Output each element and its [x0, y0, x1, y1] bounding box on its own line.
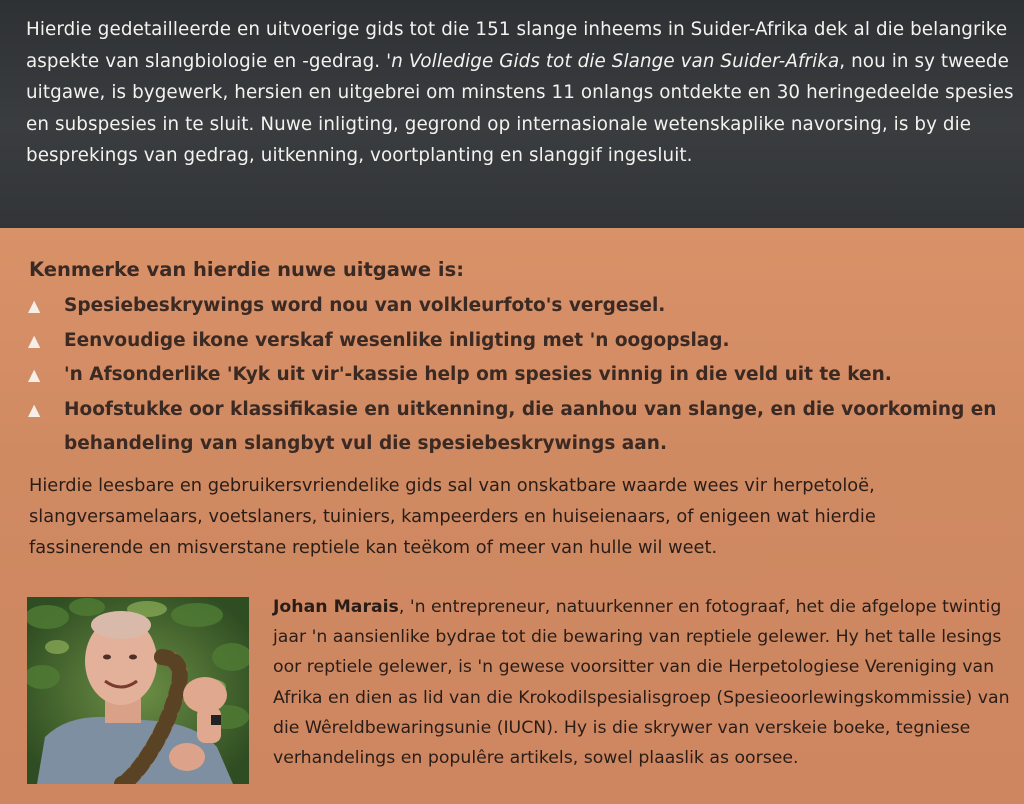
author-name: Johan Marais — [273, 597, 399, 617]
triangle-bullet-icon: ▲ — [28, 296, 41, 315]
top-dark-band — [0, 0, 1024, 228]
list-item — [26, 289, 1006, 324]
features-list — [26, 289, 1006, 462]
list-item — [26, 324, 1006, 359]
list-item — [26, 393, 1006, 462]
author-with-snake-image — [27, 597, 249, 784]
top-text-end: , nou in sy tweede uitgawe, is bygewerk, hersien en uitgebrei om minstens 11 onlangs ontdekte en 30 heringedeelde spesies en subspesies in te sluit. Nuwe inligting, gegrond op internasionale wetenskaplike navorsing, is by die besprekings van gedrag, uitkenning, voortplanting en slanggif ingesluit. — [26, 50, 1014, 166]
author-photo — [27, 597, 249, 784]
top-description — [26, 14, 1016, 172]
features-heading: Kenmerke van hierdie nuwe uitgawe is: — [29, 258, 465, 281]
feature-text: Hoofstukke oor klassifikasie en uitkenning, die aanhou van slange, en die voorkoming en behandeling van slangbyt vul die spesiebeskrywings aan. — [64, 398, 997, 454]
audience-paragraph: Hierdie leesbare en gebruikersvriendelike gids sal van onskatbare waarde wees vir herpetoloë, slangversamelaars, voetslaners, tuiniers, kampeerders en huiseienaars, of enigeen wat hierdie fassinerende en misverstane reptiele kan teëkom of meer van hulle wil weet. — [29, 475, 876, 558]
feature-text: Spesiebeskrywings word nou van volkleurfoto's vergesel. — [64, 295, 666, 316]
feature-text: 'n Afsonderlike 'Kyk uit vir'-kassie help om spesies vinnig in die veld uit te ken. — [64, 364, 892, 385]
feature-text: Eenvoudige ikone verskaf wesenlike inligting met 'n oogopslag. — [64, 329, 730, 351]
book-title-italic: 'n Volledige Gids tot die Slange van Suider-Afrika — [386, 50, 840, 72]
triangle-bullet-icon: ▲ — [28, 365, 41, 384]
top-text-start: Hierdie gedetailleerde en uitvoerige gids tot die 151 slange inheems in Suider-Afrika dek al die belangrike aspekte van slangbiologie en -gedrag. — [26, 19, 1008, 72]
triangle-bullet-icon: ▲ — [28, 399, 41, 419]
triangle-bullet-icon: ▲ — [28, 330, 41, 350]
author-bio — [273, 592, 1013, 773]
list-item — [26, 358, 1006, 393]
author-bio-text: , 'n entrepreneur, natuurkenner en fotograaf, het die afgelope twintig jaar 'n aansienlike bydrae tot die bewaring van reptiele gelewer. Hy het talle lesings oor reptiele gelewer, is 'n gewese voorsitter van die Herpetologiese Vereniging van Afrika en dien as lid van die Krokodilspesialisgroep (Spesieoorlewingskommissie) van die Wêreldbewaringsunie (IUCN). Hy is die skrywer van verskeie boeke, tegniese verhandelings en populêre artikels, sowel plaaslik as oorsee. — [273, 597, 1010, 769]
